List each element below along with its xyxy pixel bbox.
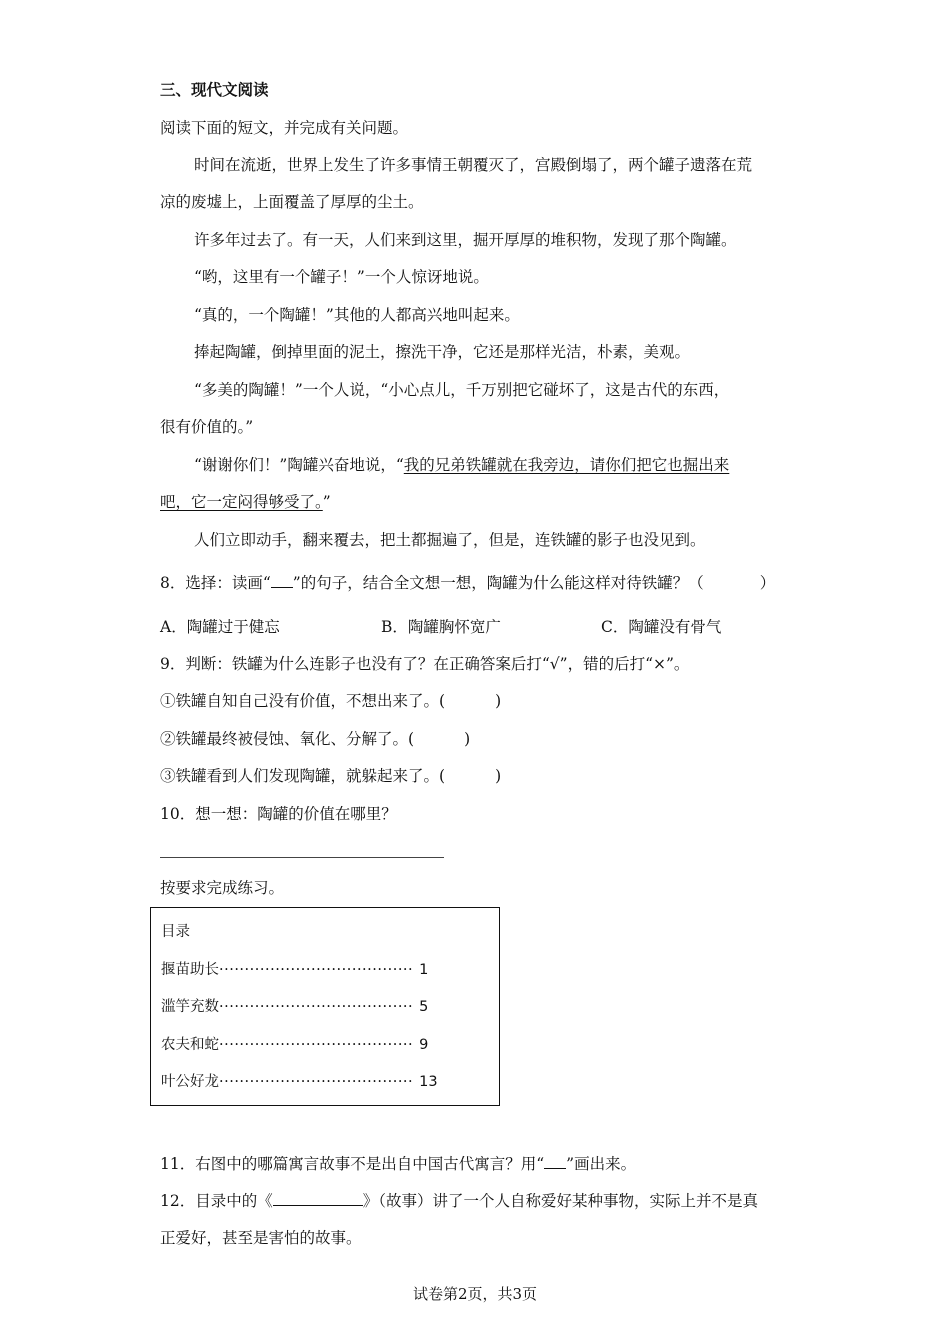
option-c[interactable]: C．陶罐没有骨气 — [601, 618, 722, 636]
passage-paragraph: “真的，一个陶罐！”其他的人都高兴地叫起来。 — [194, 306, 520, 324]
passage-paragraph: “多美的陶罐！”一个人说，“小心点儿，千万别把它碰坏了，这是古代的东西， — [194, 381, 730, 399]
question-11-prefix: 11．右图中的哪篇寓言故事不是出自中国古代寓言？用“ — [160, 1155, 545, 1173]
toc-title: 叶公好龙 — [161, 1074, 219, 1090]
question-12 — [160, 1191, 758, 1211]
toc-title: 揠苗助长 — [161, 962, 219, 978]
passage-paragraph-underlined — [160, 492, 331, 512]
toc-page: 1 — [419, 962, 429, 978]
exercise-instruction: 按要求完成练习。 — [160, 879, 285, 897]
toc-page: 5 — [419, 999, 429, 1015]
question-9-close: ) — [495, 767, 502, 785]
question-9-item-text: ①铁罐自知自己没有价值，不想出来了。( — [160, 692, 446, 710]
question-9-close: ) — [464, 730, 471, 748]
question-9-item — [160, 766, 501, 786]
question-11-suffix: ”画出来。 — [566, 1155, 637, 1173]
passage-paragraph-underlined — [194, 455, 729, 475]
toc-dots: ······································ — [219, 962, 414, 978]
toc-dots: ······································ — [219, 1074, 414, 1090]
option-a[interactable]: A．陶罐过于健忘 — [160, 618, 280, 636]
question-9-item-text: ②铁罐最终被侵蚀、氧化、分解了。( — [160, 730, 415, 748]
question-12-suffix: 》（故事）讲了一个人自称爱好某种事物，实际上并不是真 — [362, 1192, 758, 1210]
toc-page: 13 — [419, 1074, 438, 1090]
passage-text: ” — [322, 493, 331, 511]
underlined-sentence: 吧，它一定闷得够受了。 — [160, 493, 323, 511]
question-8-prefix: 8．选择：读画“ — [160, 574, 271, 592]
toc-row — [161, 997, 428, 1017]
question-9: 9．判断：铁罐为什么连影子也没有了？在正确答案后打“√”，错的后打“×”。 — [160, 655, 690, 673]
answer-line[interactable] — [160, 857, 444, 858]
option-b[interactable]: B．陶罐胸怀宽广 — [381, 618, 501, 636]
question-8-suffix: ”的句子，结合全文想一想，陶罐为什么能这样对待铁罐？（ — [292, 574, 704, 592]
passage-paragraph: 捧起陶罐，倒掉里面的泥土，擦洗干净，它还是那样光洁，朴素，美观。 — [194, 343, 691, 361]
passage-paragraph: 凉的废墟上，上面覆盖了厚厚的尘土。 — [160, 193, 424, 211]
question-8-close: ） — [759, 574, 776, 592]
toc-dots: ······································ — [219, 999, 414, 1015]
passage-paragraph: 很有价值的。” — [160, 418, 254, 436]
passage-paragraph: “哟，这里有一个罐子！”一个人惊讶地说。 — [194, 268, 489, 286]
question-12-continued: 正爱好，甚至是害怕的故事。 — [160, 1229, 362, 1247]
question-10: 10．想一想：陶罐的价值在哪里？ — [160, 805, 397, 823]
question-9-close: ) — [495, 692, 502, 710]
underline-mark — [271, 573, 293, 588]
toc-dots: ······································ — [219, 1037, 414, 1053]
question-9-item-text: ③铁罐看到人们发现陶罐，就躲起来了。( — [160, 767, 446, 785]
underline-mark — [544, 1154, 566, 1169]
table-of-contents — [150, 907, 500, 1106]
toc-title: 农夫和蛇 — [161, 1037, 219, 1053]
question-12-prefix: 12．目录中的《 — [160, 1192, 273, 1210]
page-footer: 试卷第2页，共3页 — [412, 1285, 538, 1303]
passage-paragraph: 时间在流逝，世界上发生了许多事情王朝覆灭了，宫殿倒塌了，两个罐子遗落在荒 — [194, 156, 753, 174]
passage-paragraph: 许多年过去了。有一天，人们来到这里，掘开厚厚的堆积物，发现了那个陶罐。 — [194, 231, 737, 249]
answer-blank[interactable] — [273, 1191, 363, 1206]
section-title: 三、现代文阅读 — [160, 81, 269, 99]
toc-heading: 目录 — [161, 924, 190, 940]
passage-paragraph: 人们立即动手，翻来覆去，把土都掘遍了，但是，连铁罐的影子也没见到。 — [194, 531, 706, 549]
underlined-sentence: 我的兄弟铁罐就在我旁边，请你们把它也掘出来 — [403, 456, 730, 474]
toc-row — [161, 1072, 438, 1092]
passage-text: “谢谢你们！”陶罐兴奋地说，“ — [194, 456, 404, 474]
toc-page: 9 — [419, 1037, 429, 1053]
toc-row — [161, 960, 428, 980]
question-11 — [160, 1154, 636, 1174]
toc-title: 滥竽充数 — [161, 999, 219, 1015]
question-8 — [160, 573, 775, 593]
question-9-item — [160, 691, 501, 711]
toc-row — [161, 1035, 428, 1055]
section-instruction: 阅读下面的短文，并完成有关问题。 — [160, 119, 409, 137]
question-9-item — [160, 729, 470, 749]
